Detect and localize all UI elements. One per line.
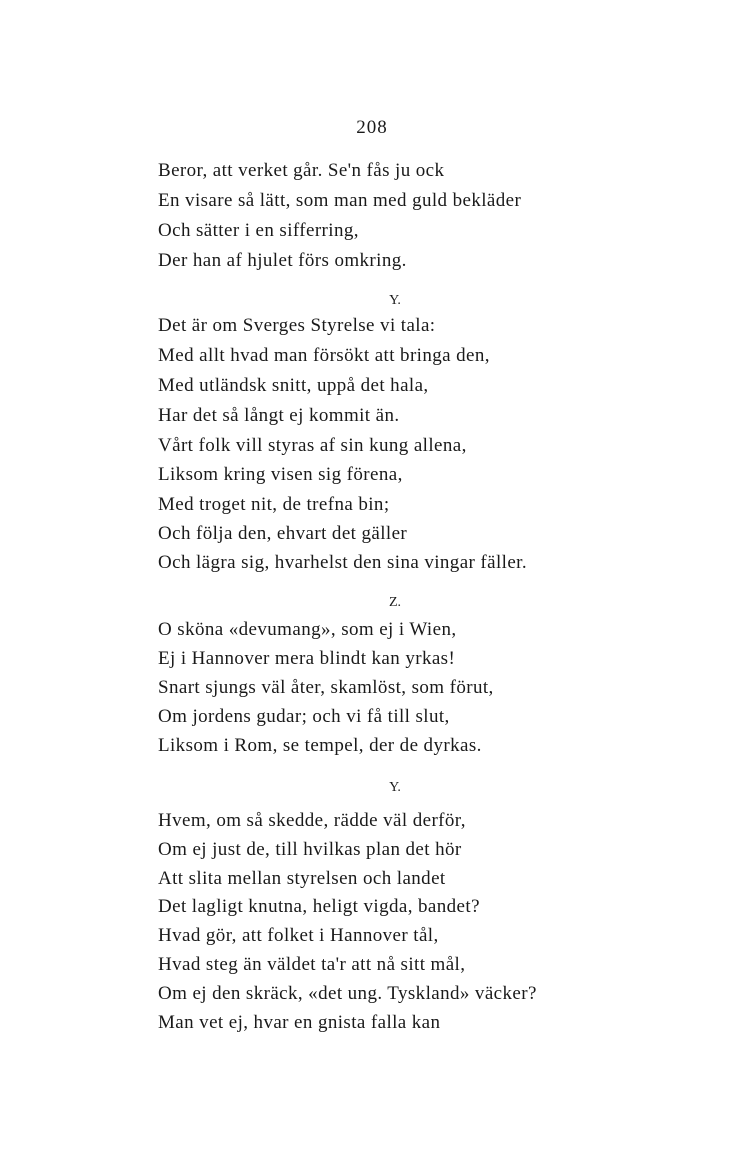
poem-line: Och sätter i en sifferring, [158, 220, 359, 241]
poem-line: Det är om Sverges Styrelse vi tala: [158, 315, 436, 336]
poem-line: Om ej just de, till hvilkas plan det hör [158, 839, 462, 860]
poem-line: Man vet ej, hvar en gnista falla kan [158, 1012, 441, 1033]
poem-line: Ej i Hannover mera blindt kan yrkas! [158, 648, 456, 669]
poem-line: Att slita mellan styrelsen och landet [158, 868, 446, 889]
poem-line: Liksom kring visen sig förena, [158, 464, 403, 485]
poem-line: Liksom i Rom, se tempel, der de dyrkas. [158, 735, 482, 756]
stanza-heading: Y. [389, 780, 401, 795]
stanza-heading: Z. [388, 595, 402, 610]
stanza-heading: Y. [389, 293, 401, 308]
poem-line: Snart sjungs väl åter, skamlöst, som förut, [158, 677, 494, 698]
poem-line: Om ej den skräck, «det ung. Tyskland» väcker? [158, 983, 537, 1004]
poem-line: O sköna «devumang», som ej i Wien, [158, 619, 457, 640]
poem-line: Med troget nit, de trefna bin; [158, 494, 390, 515]
poem-line: Beror, att verket går. Se'n fås ju ock [158, 160, 445, 181]
poem-line: Der han af hjulet förs omkring. [158, 250, 407, 271]
poem-line: Och följa den, ehvart det gäller [158, 523, 408, 544]
poem-line: Vårt folk vill styras af sin kung allena, [158, 435, 467, 456]
poem-line: En visare så lätt, som man med guld bekläder [158, 190, 522, 211]
poem-line: Och lägra sig, hvarhelst den sina vingar fäller. [158, 552, 528, 573]
poem-line: Om jordens gudar; och vi få till slut, [158, 706, 450, 727]
page-number: 208 [356, 117, 388, 138]
poem-line: Med utländsk snitt, uppå det hala, [158, 375, 429, 396]
poem-line: Med allt hvad man försökt att bringa den, [158, 345, 490, 366]
poem-line: Har det så långt ej kommit än. [158, 405, 400, 426]
poem-line: Hvad gör, att folket i Hannover tål, [158, 925, 439, 946]
poem-line: Hvad steg än väldet ta'r att nå sitt mål, [158, 954, 466, 975]
poem-line: Hvem, om så skedde, rädde väl derför, [158, 810, 466, 831]
poem-line: Det lagligt knutna, heligt vigda, bandet? [158, 896, 480, 917]
